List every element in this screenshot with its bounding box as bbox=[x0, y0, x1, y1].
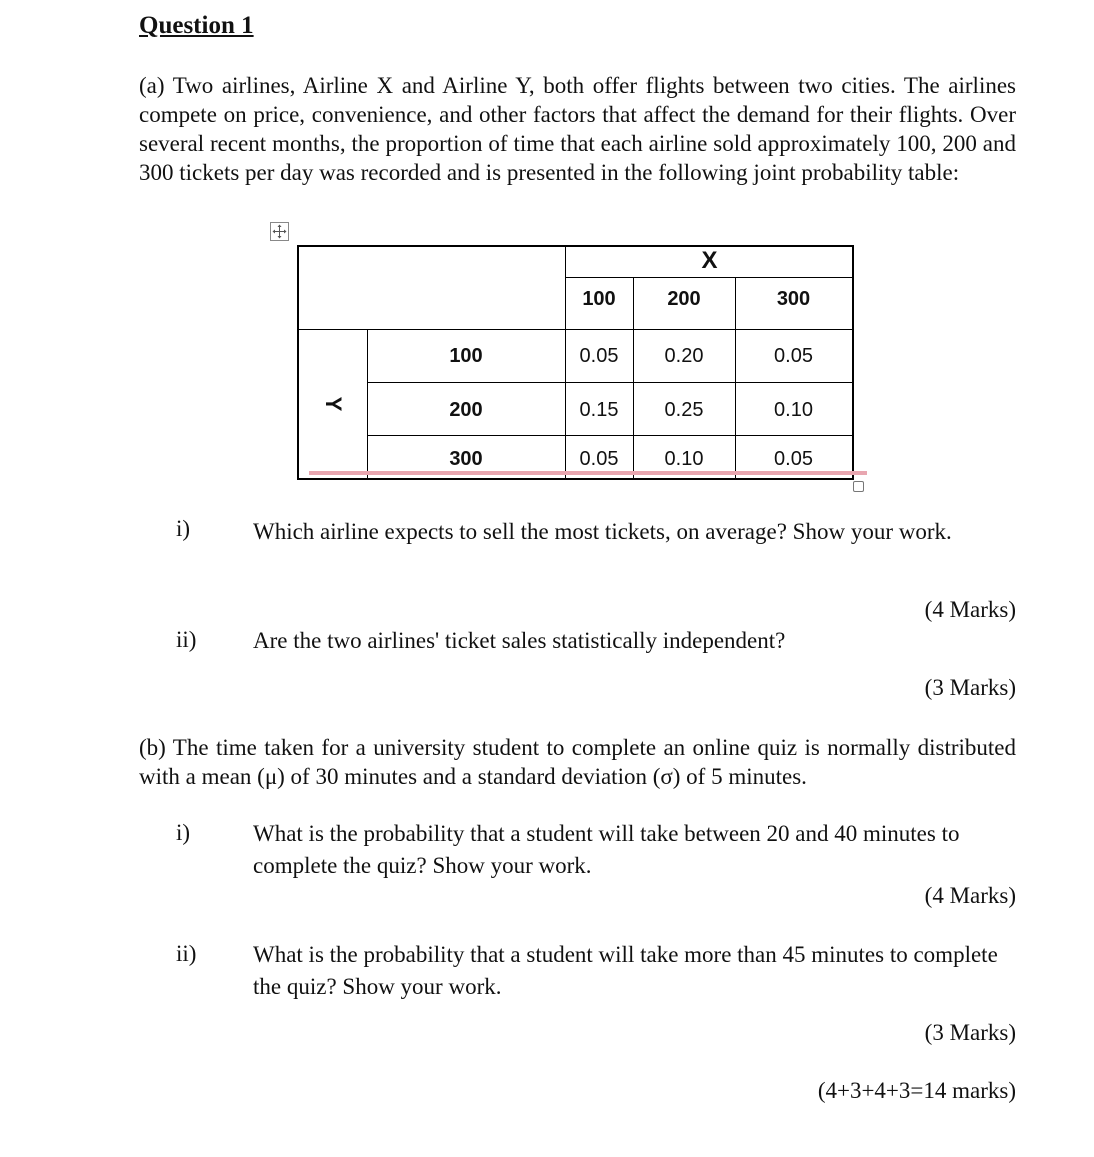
resize-square-icon[interactable] bbox=[853, 481, 864, 492]
x-axis-label: X bbox=[701, 247, 718, 274]
move-arrows-icon[interactable] bbox=[270, 222, 289, 241]
probability-cell: 0.10 bbox=[664, 448, 704, 470]
marks-label: (3 Marks) bbox=[924, 1020, 1016, 1045]
question-text: Are the two airlines' ticket sales statistically independent? bbox=[253, 628, 786, 653]
x-value-header: 200 bbox=[667, 288, 701, 310]
question-heading: Question 1 bbox=[139, 12, 254, 39]
joint-probability-table bbox=[297, 245, 854, 480]
y-value-header: 300 bbox=[449, 448, 483, 470]
probability-cell: 0.20 bbox=[664, 345, 704, 367]
part-a-intro: (a) Two airlines, Airline X and Airline Y, both offer flights between two cities. The airlines compete on price, convenience, and other factors that affect the demand for their flights. Over several recent months, the proportion of time that each airline sold approximately 100, 200 and 300 tickets per day was recorded and is presented in the following joint probability table: bbox=[139, 73, 1016, 185]
question-number: i) bbox=[176, 820, 191, 845]
y-value-header: 200 bbox=[449, 399, 483, 421]
x-value-header: 300 bbox=[776, 288, 811, 310]
probability-cell: 0.10 bbox=[774, 399, 813, 421]
question-number: ii) bbox=[176, 627, 197, 652]
total-marks: (4+3+4+3=14 marks) bbox=[817, 1078, 1016, 1103]
probability-cell: 0.05 bbox=[774, 448, 813, 470]
y-axis-label: Y bbox=[321, 396, 346, 412]
y-value-header: 100 bbox=[449, 345, 483, 367]
marks-label: (4 Marks) bbox=[924, 883, 1016, 908]
probability-cell: 0.25 bbox=[664, 399, 704, 421]
question-text: What is the probability that a student will take between 20 and 40 minutes to complete the quiz? Show your work. bbox=[253, 821, 960, 878]
marks-label: (4 Marks) bbox=[924, 597, 1016, 622]
question-text: Which airline expects to sell the most tickets, on average? Show your work. bbox=[253, 519, 952, 544]
spellcheck-underline bbox=[309, 471, 867, 475]
probability-cell: 0.05 bbox=[579, 345, 619, 367]
probability-cell: 0.05 bbox=[774, 345, 813, 367]
probability-cell: 0.05 bbox=[579, 448, 619, 470]
question-number: i) bbox=[176, 516, 191, 541]
marks-label: (3 Marks) bbox=[924, 675, 1016, 700]
x-value-header: 100 bbox=[582, 288, 616, 310]
part-b-intro: (b) The time taken for a university student to complete an online quiz is normally distributed with a mean (μ) of 30 minutes and a standard deviation (σ) of 5 minutes. bbox=[139, 735, 1016, 789]
question-text: What is the probability that a student will take more than 45 minutes to complete the quiz? Show your work. bbox=[253, 942, 998, 999]
question-number: ii) bbox=[176, 941, 197, 966]
probability-cell: 0.15 bbox=[579, 399, 619, 421]
